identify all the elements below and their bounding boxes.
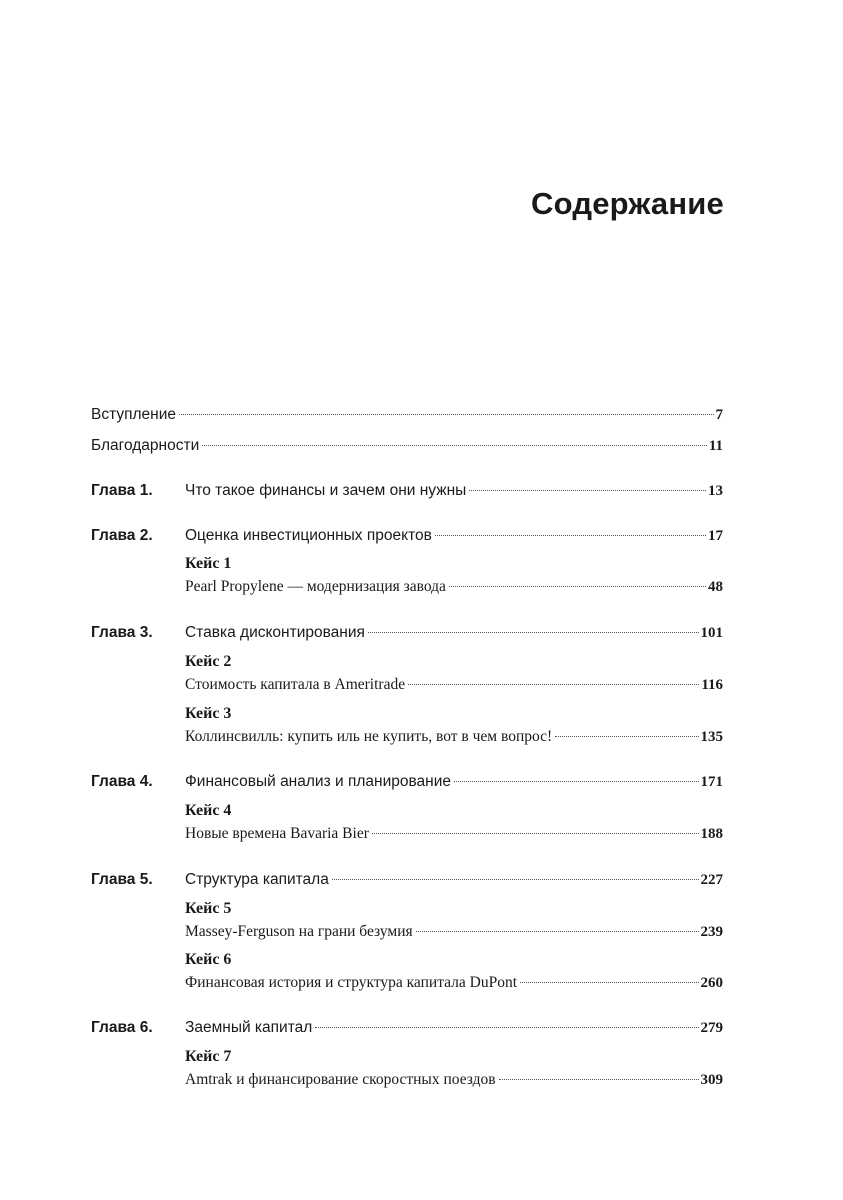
toc-case-7[interactable] <box>0 1069 843 1091</box>
toc-entry-acknowledgements[interactable] <box>0 435 843 457</box>
toc-page-number: 171 <box>700 774 723 790</box>
toc-page-number: 7 <box>715 407 723 423</box>
toc-entry-row <box>185 576 723 598</box>
toc-case-6[interactable] <box>0 972 843 994</box>
dot-leader <box>372 833 699 834</box>
toc-entry-title: Благодарности <box>91 437 200 454</box>
toc-page-number: 279 <box>700 1020 723 1036</box>
chapter-label: Глава 1. <box>91 482 153 499</box>
case-label: Кейс 4 <box>185 802 232 819</box>
toc-entry-row <box>185 771 723 793</box>
toc-case-6-label <box>0 949 843 971</box>
toc-page-number: 48 <box>708 579 723 595</box>
chapter-title: Заемный капитал <box>185 1019 313 1036</box>
case-label: Кейс 1 <box>185 555 232 572</box>
toc-entry-row <box>91 404 723 426</box>
toc-entry-row <box>91 435 723 457</box>
dot-leader <box>368 632 699 633</box>
case-title: Pearl Propylene — модернизация завода <box>185 578 446 595</box>
toc-page-number: 101 <box>700 625 723 641</box>
toc-entry-title: Вступление <box>91 406 177 423</box>
dot-leader <box>469 490 706 491</box>
case-title: Amtrak и финансирование скоростных поездов <box>185 1071 496 1088</box>
toc-case-3-label <box>0 703 843 725</box>
chapter-label: Глава 2. <box>91 527 153 544</box>
toc-entry-row <box>185 1017 723 1039</box>
case-title: Коллинсвилль: купить иль не купить, вот в чем вопрос! <box>185 728 553 745</box>
toc-page-number: 227 <box>700 872 723 888</box>
toc-entry-row <box>185 480 723 502</box>
case-label: Кейс 3 <box>185 705 232 722</box>
toc-chapter-2[interactable] <box>0 525 843 547</box>
toc-entry-row <box>185 622 723 644</box>
dot-leader <box>408 684 699 685</box>
dot-leader <box>520 982 698 983</box>
case-title: Финансовая история и структура капитала DuPont <box>185 974 518 991</box>
dot-leader <box>449 586 706 587</box>
chapter-title: Что такое финансы и зачем они нужны <box>185 482 467 499</box>
toc-case-4[interactable] <box>0 823 843 845</box>
toc-case-2-label <box>0 651 843 673</box>
dot-leader <box>499 1079 699 1080</box>
toc-page-number: 17 <box>708 528 723 544</box>
chapter-label: Глава 5. <box>91 871 153 888</box>
toc-chapter-6[interactable] <box>0 1017 843 1039</box>
dot-leader <box>416 931 699 932</box>
toc-page-number: 260 <box>700 975 723 991</box>
toc-entry-row <box>185 921 723 943</box>
toc-page-number: 188 <box>700 826 723 842</box>
toc-entry-row <box>185 823 723 845</box>
dot-leader <box>454 781 699 782</box>
toc-page-number: 13 <box>708 483 723 499</box>
toc-page-number: 239 <box>700 924 723 940</box>
toc-page-number: 116 <box>701 677 723 693</box>
toc-chapter-4[interactable] <box>0 771 843 793</box>
dot-leader <box>332 879 699 880</box>
toc-entry-row <box>185 869 723 891</box>
toc-page-number: 11 <box>708 438 723 454</box>
case-label: Кейс 6 <box>185 951 232 968</box>
dot-leader <box>202 445 707 446</box>
case-label: Кейс 7 <box>185 1048 232 1065</box>
case-title: Новые времена Bavaria Bier <box>185 825 369 842</box>
chapter-title: Ставка дисконтирования <box>185 624 365 641</box>
chapter-title: Оценка инвестиционных проектов <box>185 527 432 544</box>
chapter-title: Структура капитала <box>185 871 329 888</box>
toc-case-4-label <box>0 800 843 822</box>
chapter-title: Финансовый анализ и планирование <box>185 773 451 790</box>
toc-chapter-5[interactable] <box>0 869 843 891</box>
page-title: Содержание <box>531 186 724 221</box>
toc-entry-row <box>185 674 723 696</box>
toc-entry-row <box>185 525 723 547</box>
toc-case-1-label <box>0 553 843 575</box>
toc-case-5-label <box>0 898 843 920</box>
dot-leader <box>435 535 706 536</box>
toc-entry-introduction[interactable] <box>0 404 843 426</box>
toc-case-1[interactable] <box>0 576 843 598</box>
toc-case-3[interactable] <box>0 726 843 748</box>
toc-chapter-1[interactable] <box>0 480 843 502</box>
toc-chapter-3[interactable] <box>0 622 843 644</box>
case-title: Стоимость капитала в Ameritrade <box>185 676 406 693</box>
chapter-label: Глава 3. <box>91 624 153 641</box>
toc-page-number: 309 <box>700 1072 723 1088</box>
case-label: Кейс 2 <box>185 653 232 670</box>
chapter-label: Глава 6. <box>91 1019 153 1036</box>
toc-case-5[interactable] <box>0 921 843 943</box>
toc-case-2[interactable] <box>0 674 843 696</box>
case-title: Massey-Ferguson на грани безумия <box>185 923 413 940</box>
toc-entry-row <box>185 726 723 748</box>
dot-leader <box>555 736 698 737</box>
chapter-label: Глава 4. <box>91 773 153 790</box>
toc-page-number: 135 <box>700 729 723 745</box>
toc-case-7-label <box>0 1046 843 1068</box>
dot-leader <box>179 414 713 415</box>
dot-leader <box>315 1027 698 1028</box>
toc-entry-row <box>185 972 723 994</box>
case-label: Кейс 5 <box>185 900 232 917</box>
toc-entry-row <box>185 1069 723 1091</box>
